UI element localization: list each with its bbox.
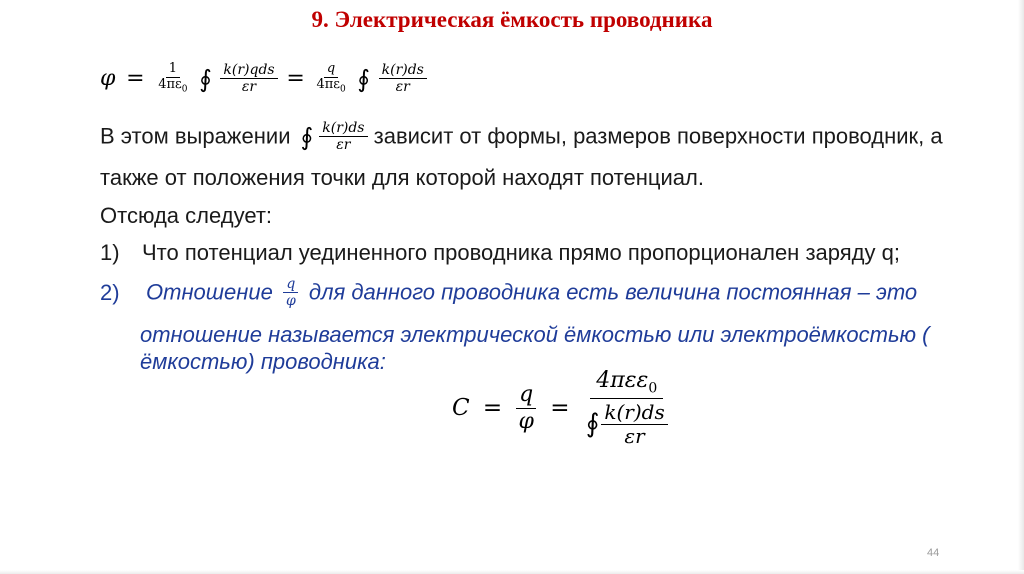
- fraction-numerator: k(r)ds: [379, 62, 427, 79]
- fraction-denominator: φ: [518, 408, 534, 434]
- fraction-numerator: 1: [166, 62, 180, 78]
- equals-sign: =: [286, 66, 305, 92]
- integrand-fraction: [601, 401, 667, 448]
- fraction-numerator: q: [283, 276, 298, 293]
- list-marker: 2): [100, 279, 120, 305]
- slide-title: 9. Электрическая ёмкость проводника: [311, 7, 713, 32]
- page-number: 44: [927, 547, 940, 559]
- fraction-denominator: φ: [285, 293, 296, 310]
- charge-fraction: [313, 62, 348, 95]
- list-marker: 1): [100, 240, 120, 265]
- paragraph-line: Отсюда следует:: [100, 203, 273, 228]
- contour-integral-symbol: ∮: [585, 409, 600, 440]
- coefficient-fraction: [155, 62, 190, 95]
- capacitance-symbol: C: [452, 395, 470, 422]
- equals-sign: =: [126, 66, 145, 92]
- charge-potential-fraction: [283, 276, 299, 309]
- list-text-line: ёмкостью) проводника:: [140, 349, 386, 374]
- contour-integral-symbol: ∮: [300, 122, 314, 151]
- fraction-numerator: q: [516, 382, 536, 408]
- fraction-denominator: $4\pi\varepsilon_0$: [316, 77, 346, 95]
- paragraph-line: [100, 120, 943, 153]
- paragraph-line: также от положения точки для которой находят потенциал.: [100, 165, 704, 190]
- equals-sign: =: [482, 395, 503, 422]
- integrand-fraction: [220, 62, 277, 95]
- fraction-numerator: k(r)ds: [601, 401, 667, 425]
- integral-fraction: [319, 120, 367, 153]
- potential-formula: [100, 62, 427, 95]
- list-item: [100, 240, 900, 266]
- fraction-denominator: εr: [395, 79, 410, 96]
- capacitance-formula: [452, 368, 671, 448]
- list-text: для данного проводника есть величина постоянная – это: [308, 279, 918, 305]
- slide-edge-shadow: [1018, 0, 1024, 574]
- fraction-numerator: k(r)ds: [319, 120, 367, 137]
- paragraph-text: зависит от формы, размеров поверхности проводник, а: [373, 123, 943, 149]
- paragraph-text: В этом выражении: [100, 123, 291, 149]
- fraction-numerator: k(r)qds: [220, 62, 277, 79]
- contour-integral-symbol: ∮: [199, 64, 212, 93]
- equals-sign: =: [550, 395, 570, 422]
- charge-potential-fraction: [516, 382, 537, 434]
- list-item: [100, 276, 917, 309]
- integrand-fraction: [379, 62, 427, 95]
- fraction-denominator: $4\pi\varepsilon_0$: [158, 77, 188, 95]
- phi-symbol: φ: [100, 66, 116, 92]
- fraction-denominator: εr: [241, 79, 257, 96]
- list-text-line: отношение называется электрической ёмкостью или электроёмкостью (: [140, 322, 930, 347]
- list-text: Что потенциал уединенного проводника прямо пропорционален заряду q;: [142, 240, 900, 265]
- slide-edge-shadow: [0, 570, 1024, 574]
- fraction-numerator: q: [324, 62, 338, 78]
- capacitance-fraction: [583, 368, 671, 448]
- fraction-denominator: εr: [336, 137, 351, 154]
- contour-integral-symbol: ∮: [357, 64, 370, 93]
- fraction-numerator: 4πεε$_0$: [590, 368, 663, 399]
- fraction-denominator: εr: [624, 424, 645, 449]
- fraction-denominator: [583, 399, 671, 448]
- list-text: Отношение: [146, 279, 273, 305]
